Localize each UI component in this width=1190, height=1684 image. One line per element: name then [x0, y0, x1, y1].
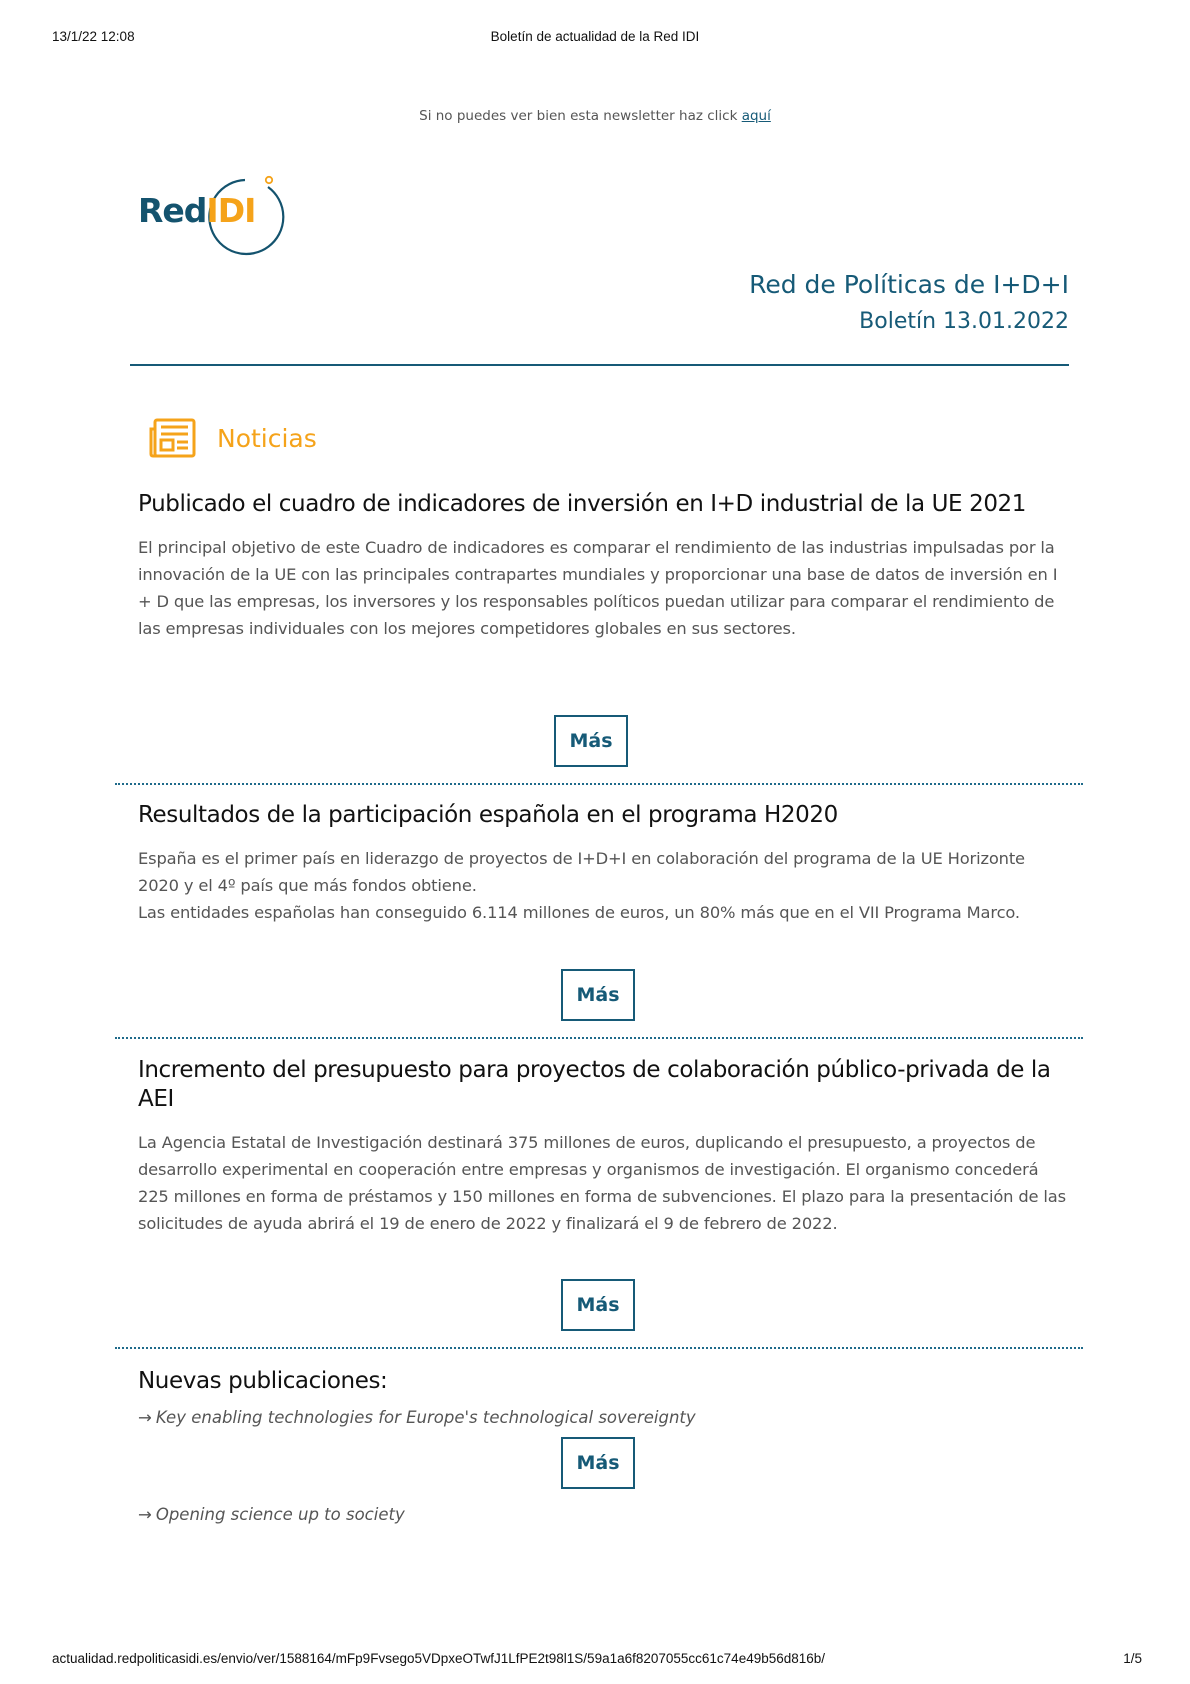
news-article [138, 801, 1068, 926]
section-divider [115, 783, 1083, 785]
preheader-text: Si no puedes ver bien esta newsletter haz click [419, 108, 742, 124]
issue-date: Boletín 13.01.2022 [859, 309, 1069, 334]
logo-red: Red [138, 191, 207, 230]
print-title: Boletín de actualidad de la Red IDI [490, 29, 700, 44]
more-button[interactable]: Más [561, 1279, 635, 1331]
page-number: 1/5 [1123, 1651, 1142, 1666]
logo-idi: IDI [206, 191, 256, 230]
news-article [138, 490, 1068, 642]
publication-label[interactable]: Key enabling technologies for Europe's technological sovereignty [155, 1408, 696, 1427]
view-online-link[interactable]: aquí [741, 108, 771, 124]
article-title: Publicado el cuadro de indicadores de inversión en I+D industrial de la UE 2021 [138, 491, 1027, 517]
arrow-right-icon: → [138, 1505, 152, 1524]
article-title: Resultados de la participación española en el programa H2020 [138, 802, 838, 828]
news-article [138, 1056, 1068, 1237]
more-button[interactable]: Más [561, 969, 635, 1021]
arrow-right-icon: → [138, 1408, 152, 1427]
article-body: El principal objetivo de este Cuadro de indicadores es comparar el rendimiento de las industrias impulsadas por la innovación de la UE con las principales contrapartes mundiales y proporcionar una base de datos de inversión en I + D que las empresas, los inversores y los responsables políticos puedan utilizar para comparar el rendimiento de las empresas individuales con los mejores competidores globales en sus sectores. [138, 538, 1058, 638]
article-body-line: Las entidades españolas han conseguido 6.114 millones de euros, un 80% más que en el VII Programa Marco. [138, 903, 1020, 922]
newspaper-icon [147, 417, 197, 459]
section-divider [115, 1037, 1083, 1039]
masthead [749, 268, 1069, 342]
network-name: Red de Políticas de I+D+I [749, 270, 1069, 299]
publication-link[interactable] [138, 1408, 696, 1427]
article-body: La Agencia Estatal de Investigación destinará 375 millones de euros, duplicando el presupuesto, a proyectos de desarrollo experimental en cooperación entre empresas y organismos de investigación. El organismo concederá 225 millones en forma de préstamos y 150 millones en forma de subvenciones. El plazo para la presentación de las solicitudes de ayuda abrirá el 19 de enero de 2022 y finalizará el 9 de febrero de 2022. [138, 1133, 1066, 1233]
logo-wordmark [138, 191, 255, 230]
masthead-divider [130, 364, 1069, 366]
print-header [0, 29, 1190, 49]
preheader [0, 108, 1190, 124]
section-heading-news [147, 417, 317, 459]
print-url: actualidad.redpoliticasidi.es/envio/ver/1588164/mFp9Fvsego5VDpxeOTwfJ1LfPE2t98l1S/59a1a6f8207055cc61c74e49b56d816b/ [52, 1651, 826, 1666]
article-title: Incremento del presupuesto para proyectos de colaboración público-privada de la AEI [138, 1057, 1051, 1112]
more-button[interactable]: Más [561, 1437, 635, 1489]
publications-title: Nuevas publicaciones: [138, 1368, 388, 1394]
print-datetime: 13/1/22 12:08 [52, 29, 135, 44]
more-button[interactable]: Más [554, 715, 628, 767]
section-divider [115, 1347, 1083, 1349]
article-body-line: España es el primer país en liderazgo de proyectos de I+D+I en colaboración del programa de la UE Horizonte 2020 y el 4º país que más fondos obtiene. [138, 849, 1025, 895]
publication-link[interactable] [138, 1505, 405, 1524]
publication-label[interactable]: Opening science up to society [155, 1505, 405, 1524]
redidi-logo [138, 173, 298, 257]
section-title: Noticias [217, 423, 317, 453]
